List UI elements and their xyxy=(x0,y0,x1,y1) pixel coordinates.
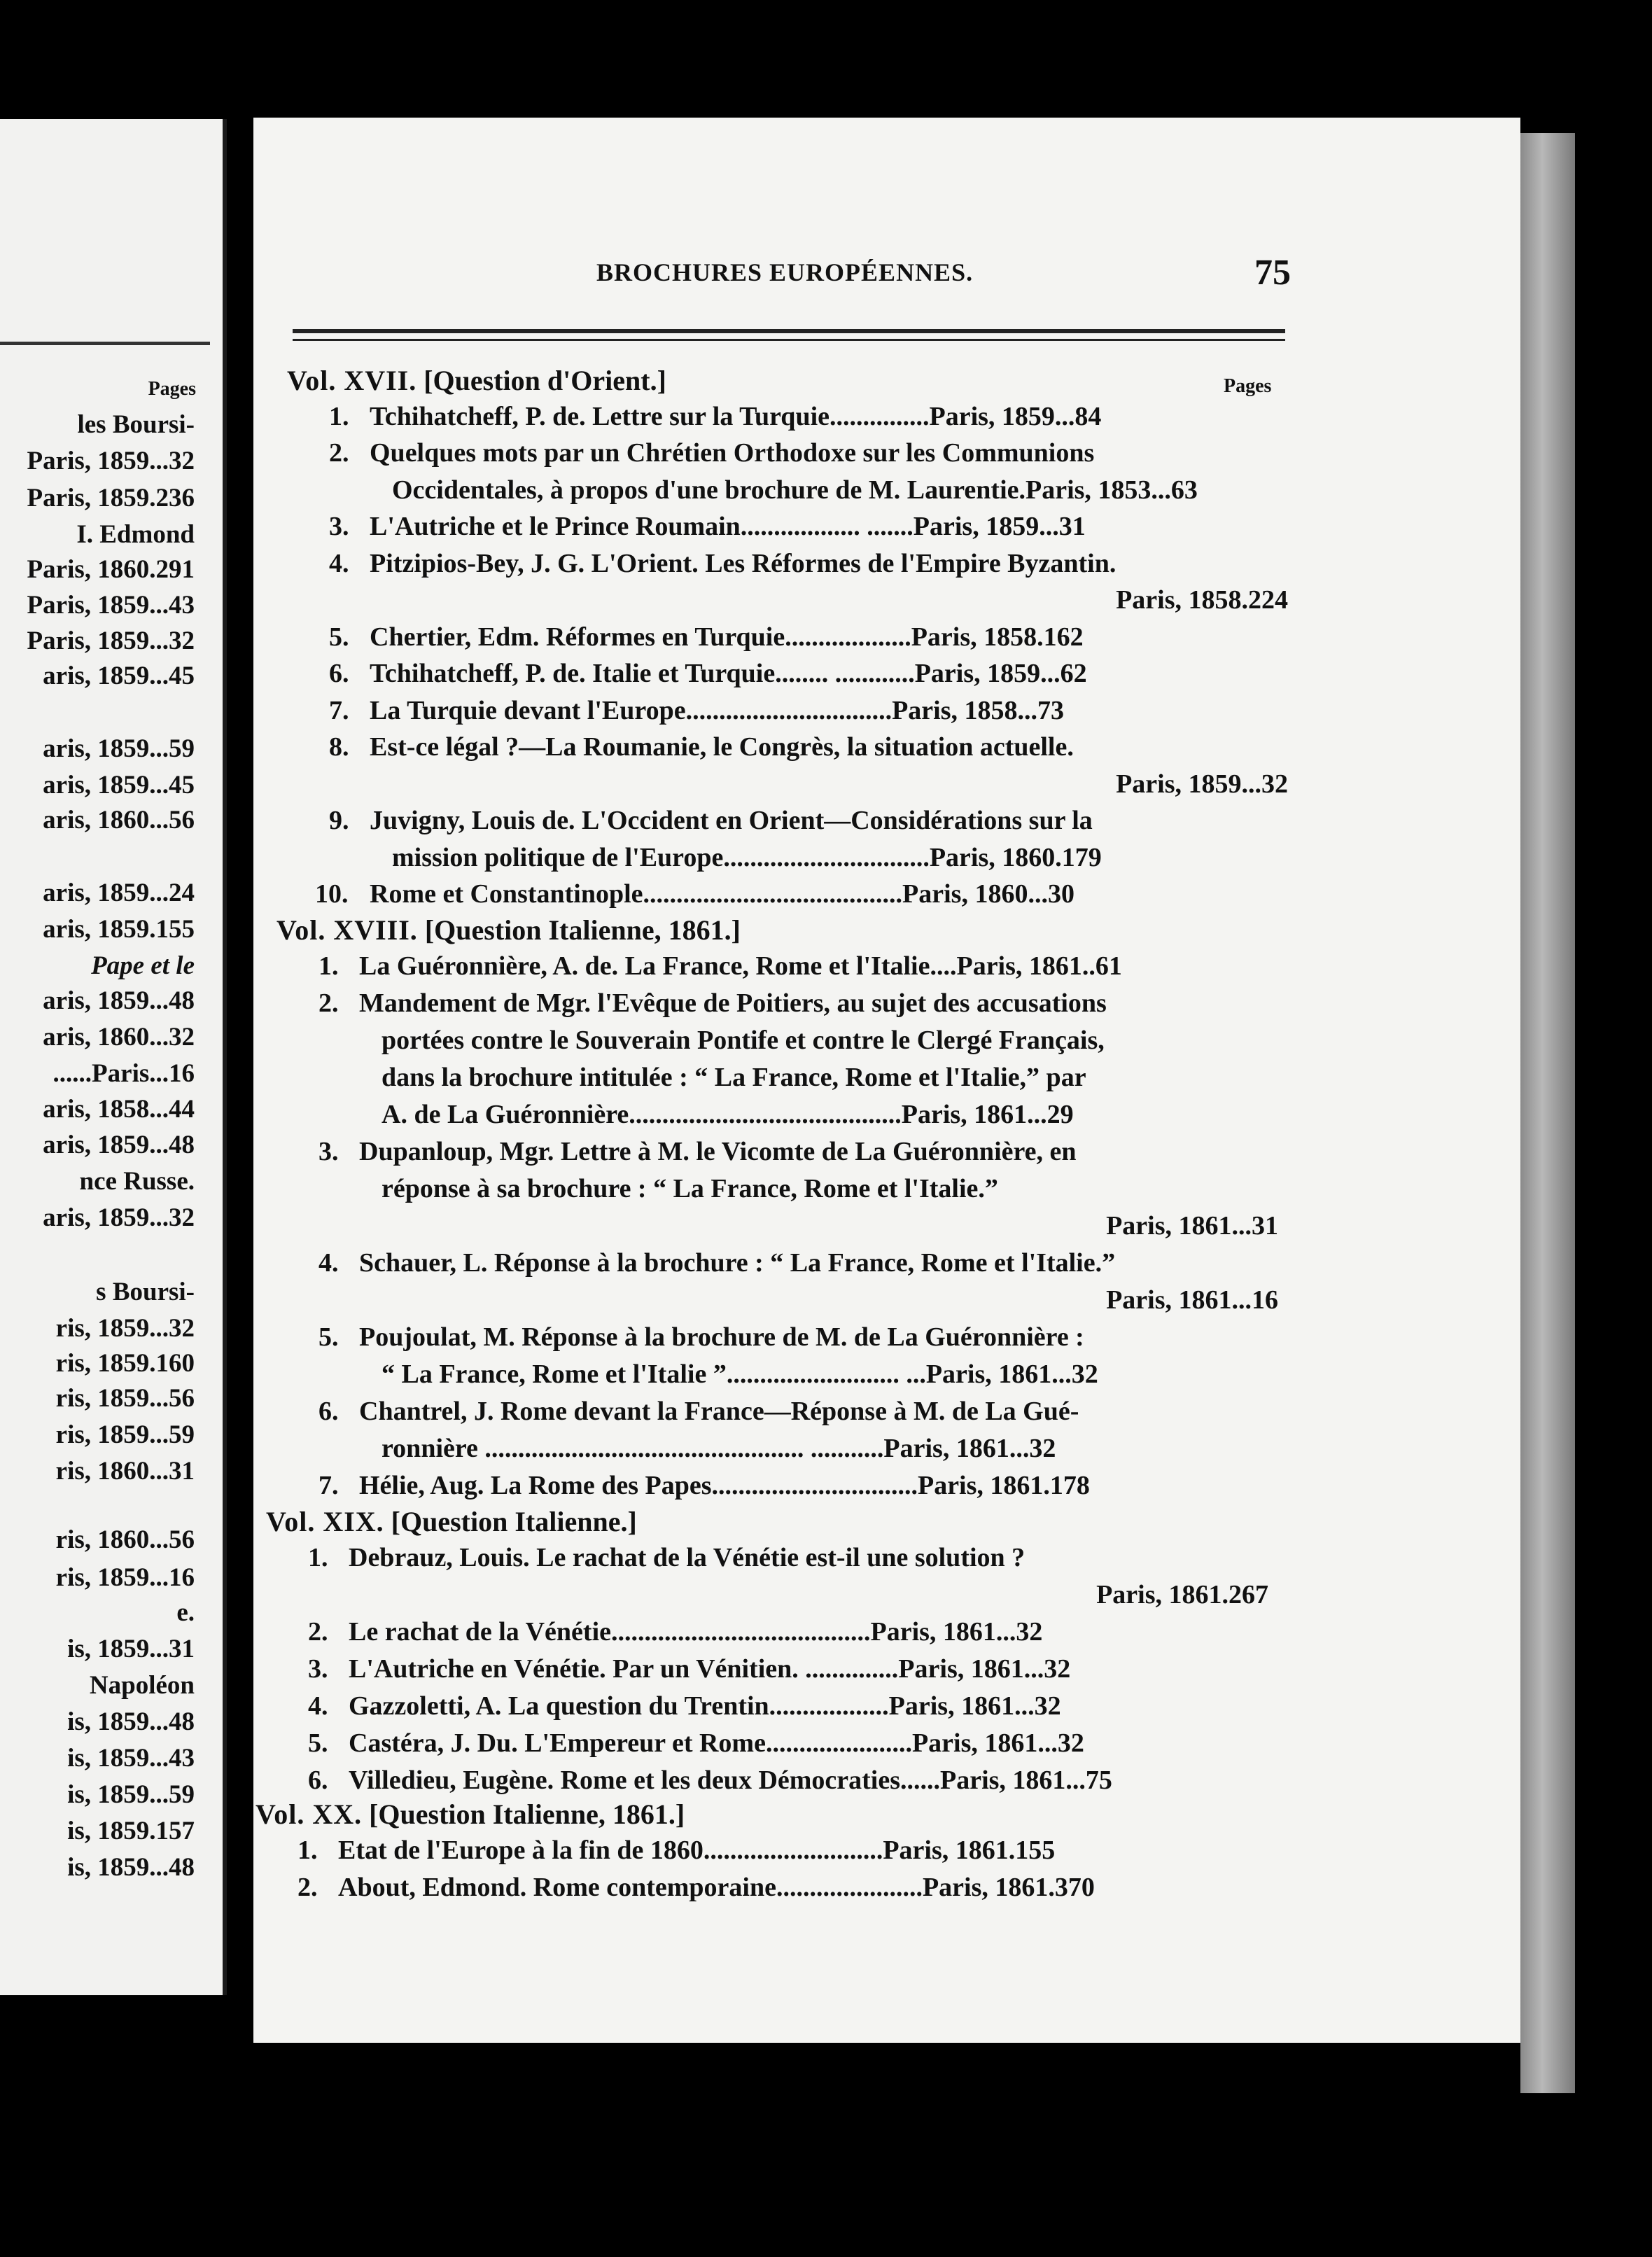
left-page-line: ris, 1860...56 xyxy=(55,1525,195,1554)
entry-line: Mandement de Mgr. l'Evêque de Poitiers, au sujet des accusations xyxy=(359,988,1107,1018)
entry-number: 8. xyxy=(329,732,349,762)
volume-subject: [Question Italienne.] xyxy=(391,1506,637,1537)
entry-number: 4. xyxy=(329,548,349,578)
entry-line: réponse à sa brochure : “ La France, Rome et l'Italie.” xyxy=(382,1174,998,1203)
entry-number: 4. xyxy=(318,1248,339,1278)
left-page-line: aris, 1859.155 xyxy=(43,915,195,944)
entry-number: 1. xyxy=(318,951,339,981)
pages-column-label: Pages xyxy=(1224,375,1272,397)
header-rule-top xyxy=(293,329,1285,333)
entry-line: mission politique de l'Europe...............................Paris, 1860.179 xyxy=(392,842,1102,872)
volume-heading xyxy=(287,364,666,397)
entry-line: Castéra, J. Du. L'Empereur et Rome......................Paris, 1861...32 xyxy=(349,1728,1084,1758)
entry-line: Schauer, L. Réponse à la brochure : “ La France, Rome et l'Italie.” xyxy=(359,1248,1116,1278)
left-page-line: is, 1859...59 xyxy=(67,1780,195,1809)
entry-line: Tchihatcheff, P. de. Italie et Turquie........ ............Paris, 1859...62 xyxy=(370,659,1087,688)
volume-heading xyxy=(255,1798,685,1831)
entry-line: L'Autriche et le Prince Roumain.................. .......Paris, 1859...31 xyxy=(370,512,1086,541)
entry-line: L'Autriche en Vénétie. Par un Vénitien. ..............Paris, 1861...32 xyxy=(349,1654,1071,1684)
entry-number: 5. xyxy=(318,1322,339,1352)
entry-line: Etat de l'Europe à la fin de 1860...........................Paris, 1861.155 xyxy=(338,1836,1056,1865)
entry-number: 5. xyxy=(308,1728,328,1758)
entry-line: portées contre le Souverain Pontife et contre le Clergé Français, xyxy=(382,1026,1105,1055)
entry-publication-ref: Paris, 1861.267 xyxy=(1096,1580,1268,1609)
entry-number: 1. xyxy=(308,1543,328,1572)
entry-number: 9. xyxy=(329,806,349,835)
left-page-line: is, 1859...48 xyxy=(67,1707,195,1736)
entry-number: 7. xyxy=(318,1471,339,1500)
entry-publication-ref: Paris, 1859...32 xyxy=(1116,769,1288,799)
entry-line: La Turquie devant l'Europe...............................Paris, 1858...73 xyxy=(370,695,1065,725)
left-page-line: Paris, 1859...32 xyxy=(27,447,195,475)
entry-number: 2. xyxy=(318,988,339,1018)
left-page-line: is, 1859...31 xyxy=(67,1635,195,1663)
entry-line: Hélie, Aug. La Rome des Papes...............................Paris, 1861.178 xyxy=(359,1471,1090,1500)
entry-number: 3. xyxy=(318,1137,339,1166)
entry-number: 2. xyxy=(308,1617,328,1647)
entry-line: About, Edmond. Rome contemporaine......................Paris, 1861.370 xyxy=(338,1873,1095,1902)
left-page-line: ris, 1860...31 xyxy=(55,1457,195,1486)
header-rule-bottom xyxy=(293,339,1285,341)
entry-line: Villedieu, Eugène. Rome et les deux Démocraties......Paris, 1861...75 xyxy=(349,1766,1112,1795)
entry-line: Pitzipios-Bey, J. G. L'Orient. Les Réformes de l'Empire Byzantin. xyxy=(370,548,1116,578)
left-page-line: ris, 1859...59 xyxy=(55,1420,195,1449)
volume-heading xyxy=(276,914,741,946)
entry-number: 5. xyxy=(329,622,349,652)
entry-number: 3. xyxy=(308,1654,328,1684)
book-edge xyxy=(1520,133,1575,2093)
left-page-line: e. xyxy=(176,1598,195,1627)
entry-line: ronnière ................................................ ...........Paris, 1861...32 xyxy=(382,1434,1056,1463)
entry-line: Gazzoletti, A. La question du Trentin..................Paris, 1861...32 xyxy=(349,1691,1061,1721)
left-page-line: Paris, 1859...32 xyxy=(27,627,195,655)
left-page-line: Paris, 1859.236 xyxy=(27,484,195,512)
volume-subject: [Question d'Orient.] xyxy=(424,365,666,396)
entry-number: 6. xyxy=(318,1397,339,1426)
volume-subject: [Question Italienne, 1861.] xyxy=(424,914,741,946)
entry-number: 3. xyxy=(329,512,349,541)
volume-label: Vol. XIX. xyxy=(266,1506,384,1537)
left-page-line: aris, 1858...44 xyxy=(43,1095,195,1124)
left-page-line: aris, 1860...56 xyxy=(43,806,195,834)
entry-line: Est-ce légal ?—La Roumanie, le Congrès, la situation actuelle. xyxy=(370,732,1074,762)
volume-heading xyxy=(266,1505,637,1538)
left-page-line: I. Edmond xyxy=(76,520,195,549)
entry-publication-ref: Paris, 1861...16 xyxy=(1106,1285,1278,1315)
entry-number: 6. xyxy=(329,659,349,688)
running-title: BROCHURES EUROPÉENNES. xyxy=(596,258,974,286)
left-page-line: is, 1859...43 xyxy=(67,1744,195,1773)
left-page-line: is, 1859...48 xyxy=(67,1853,195,1882)
left-page-line: aris, 1859...59 xyxy=(43,734,195,763)
left-pages-label: Pages xyxy=(148,378,196,400)
left-page-line: aris, 1859...48 xyxy=(43,986,195,1015)
entry-line: La Guéronnière, A. de. La France, Rome et l'Italie....Paris, 1861..61 xyxy=(359,951,1122,981)
left-page-line: ris, 1859...56 xyxy=(55,1384,195,1413)
entry-line: Chertier, Edm. Réformes en Turquie...................Paris, 1858.162 xyxy=(370,622,1084,652)
entry-number: 1. xyxy=(329,401,349,431)
entry-line: Le rachat de la Vénétie.......................................Paris, 1861...32 xyxy=(349,1617,1043,1647)
entry-line: Poujoulat, M. Réponse à la brochure de M. de La Guéronnière : xyxy=(359,1322,1084,1352)
left-page-line: ris, 1859...16 xyxy=(55,1563,195,1592)
entry-line: Debrauz, Louis. Le rachat de la Vénétie est-il une solution ? xyxy=(349,1543,1026,1572)
entry-line: Rome et Constantinople.......................................Paris, 1860...30 xyxy=(370,879,1074,909)
left-page-line: les Boursi- xyxy=(77,410,195,439)
entry-number: 2. xyxy=(329,438,349,468)
entry-number: 2. xyxy=(298,1873,318,1902)
left-page-line: ris, 1859.160 xyxy=(55,1349,195,1378)
left-page-line: s Boursi- xyxy=(96,1278,195,1306)
left-page-line: Paris, 1859...43 xyxy=(27,591,195,620)
entry-publication-ref: Paris, 1861...31 xyxy=(1106,1211,1278,1241)
entry-line: “ La France, Rome et l'Italie ”.......................... ...Paris, 1861...32 xyxy=(382,1360,1098,1389)
left-page-line: nce Russe. xyxy=(79,1167,195,1196)
entry-line: Juvigny, Louis de. L'Occident en Orient—Considérations sur la xyxy=(370,806,1093,835)
left-page-line: is, 1859.157 xyxy=(67,1817,195,1845)
left-page-line: aris, 1859...45 xyxy=(43,771,195,799)
volume-label: Vol. XVIII. xyxy=(276,914,418,946)
left-page-line: aris, 1859...32 xyxy=(43,1203,195,1232)
entry-line: Dupanloup, Mgr. Lettre à M. le Vicomte de La Guéronnière, en xyxy=(359,1137,1077,1166)
entry-number: 7. xyxy=(329,695,349,725)
entry-line: Tchihatcheff, P. de. Lettre sur la Turquie...............Paris, 1859...84 xyxy=(370,401,1102,431)
left-page-line: ris, 1859...32 xyxy=(55,1314,195,1343)
entry-line: A. de La Guéronnière.........................................Paris, 1861...29 xyxy=(382,1100,1074,1129)
entry-number: 4. xyxy=(308,1691,328,1721)
entry-number: 10. xyxy=(315,879,349,909)
facing-page-left xyxy=(0,119,227,1995)
left-page-line: Pape et le xyxy=(91,951,195,980)
entry-line: Occidentales, à propos d'une brochure de M. Laurentie.Paris, 1853...63 xyxy=(392,475,1198,505)
left-header-rule xyxy=(0,342,210,345)
entry-number: 1. xyxy=(298,1836,318,1865)
left-page-line: Napoléon xyxy=(89,1671,195,1700)
volume-subject: [Question Italienne, 1861.] xyxy=(369,1798,685,1830)
left-page-line: Paris, 1860.291 xyxy=(27,555,195,584)
left-page-line: ......Paris...16 xyxy=(52,1059,195,1088)
entry-line: Quelques mots par un Chrétien Orthodoxe sur les Communions xyxy=(370,438,1095,468)
volume-label: Vol. XX. xyxy=(255,1798,363,1830)
left-page-line: aris, 1859...48 xyxy=(43,1131,195,1159)
left-page-line: aris, 1860...32 xyxy=(43,1023,195,1051)
entry-line: dans la brochure intitulée : “ La France, Rome et l'Italie,” par xyxy=(382,1063,1086,1092)
volume-label: Vol. XVII. xyxy=(287,365,417,396)
entry-number: 6. xyxy=(308,1766,328,1795)
left-page-line: aris, 1859...45 xyxy=(43,662,195,690)
entry-publication-ref: Paris, 1858.224 xyxy=(1116,585,1288,615)
entry-line: Chantrel, J. Rome devant la France—Réponse à M. de La Gué- xyxy=(359,1397,1079,1426)
left-page-line: aris, 1859...24 xyxy=(43,879,195,907)
page-number: 75 xyxy=(1254,253,1291,293)
